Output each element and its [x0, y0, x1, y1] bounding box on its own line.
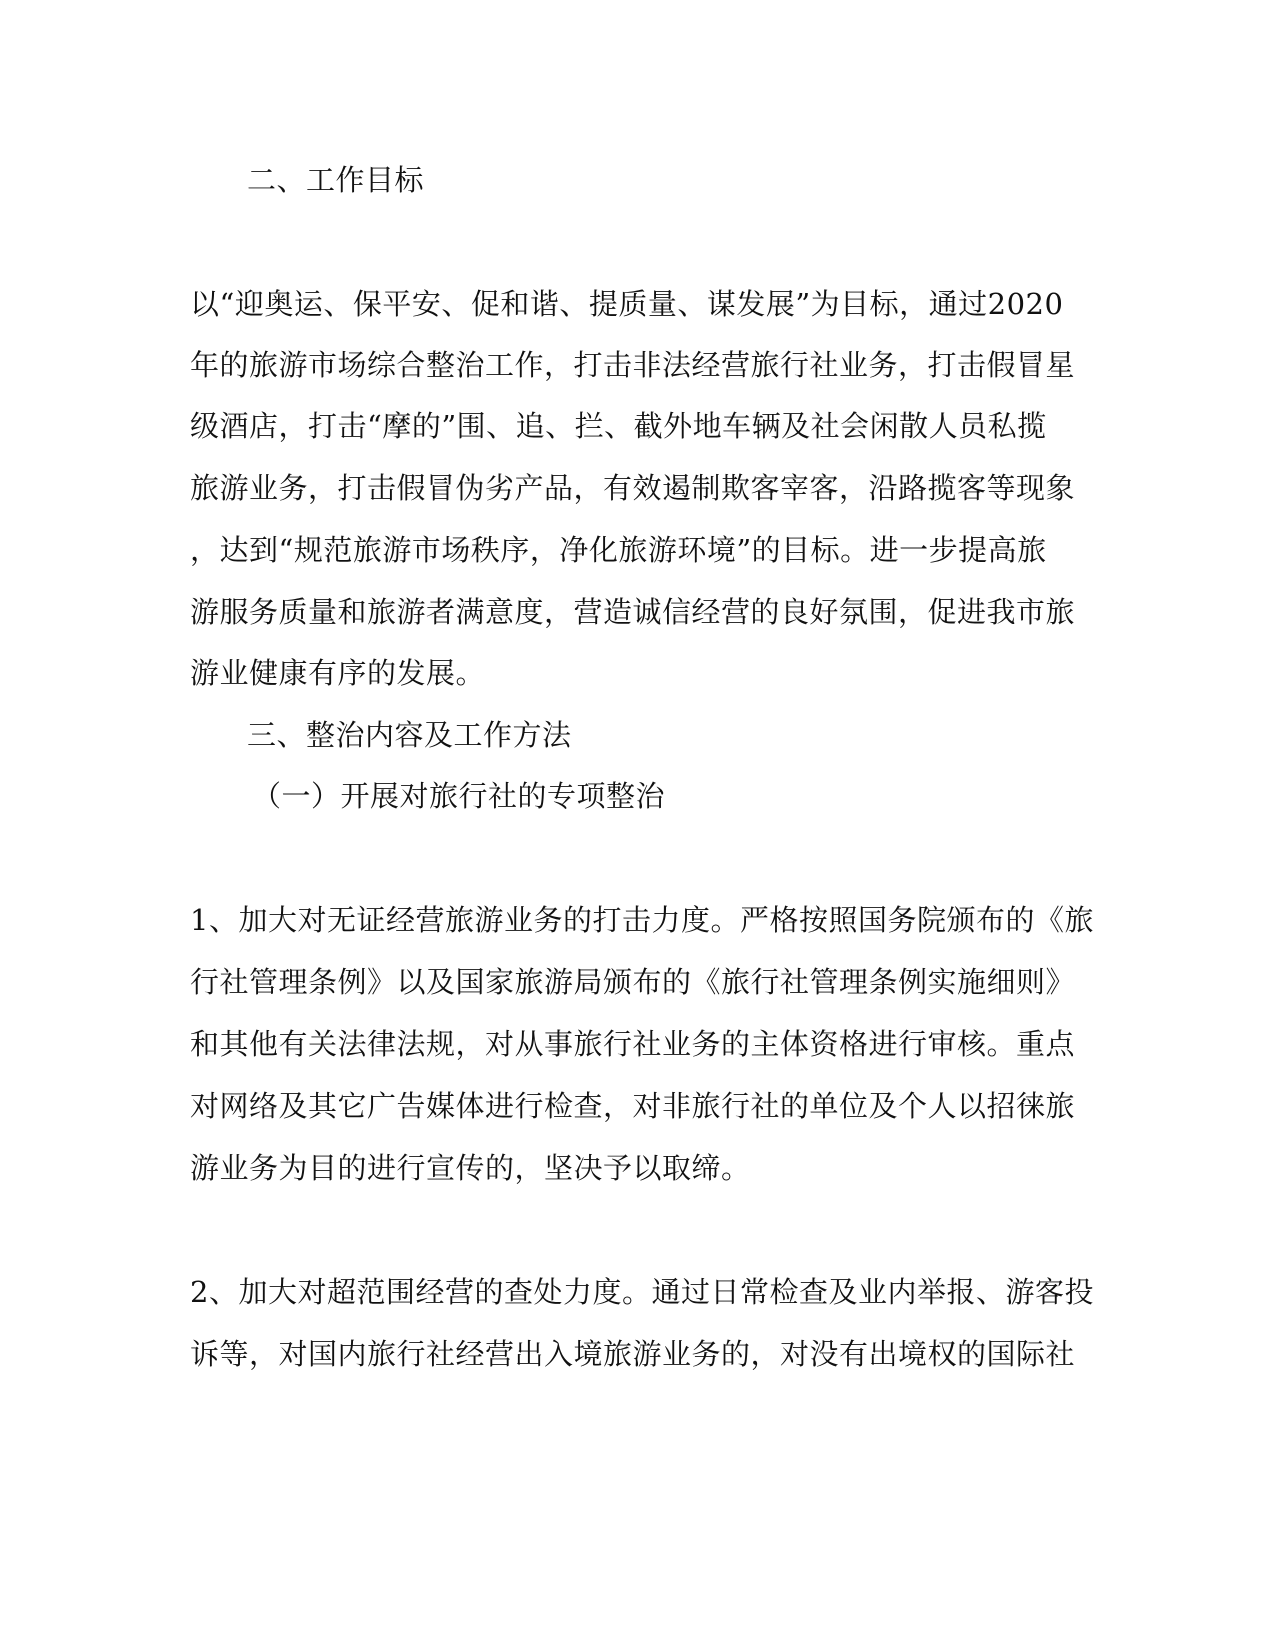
text-line: 游服务质量和旅游者满意度，营造诚信经营的良好氛围，促进我市旅	[190, 595, 1076, 629]
text-line: 行社管理条例》以及国家旅游局颁布的《旅行社管理条例实施细则》	[190, 965, 1076, 999]
text-line: 以“迎奥运、保平安、促和谐、提质量、谋发展”为目标，通过2020	[190, 287, 1064, 321]
text-line: 诉等，对国内旅行社经营出入境旅游业务的，对没有出境权的国际社	[190, 1337, 1076, 1371]
text-line: 级酒店，打击“摩的”围、追、拦、截外地车辆及社会闲散人员私揽	[190, 409, 1047, 443]
text-line: 2、加大对超范围经营的查处力度。通过日常检查及业内举报、游客投	[190, 1275, 1094, 1309]
subsection-heading-travel-agency: （一）开展对旅行社的专项整治	[252, 779, 666, 813]
text-line: 对网络及其它广告媒体进行检查，对非旅行社的单位及个人以招徕旅	[190, 1089, 1076, 1123]
text-line: 游业健康有序的发展。	[190, 656, 486, 690]
text-line: 旅游业务，打击假冒伪劣产品，有效遏制欺客宰客，沿路揽客等现象	[190, 471, 1076, 505]
text-line: 1、加大对无证经营旅游业务的打击力度。严格按照国务院颁布的《旅	[190, 903, 1094, 937]
section-heading-methods: 三、整治内容及工作方法	[247, 718, 572, 752]
text-line: 和其他有关法律法规，对从事旅行社业务的主体资格进行审核。重点	[190, 1027, 1076, 1061]
text-line: ，达到“规范旅游市场秩序，净化旅游环境”的目标。进一步提高旅	[190, 533, 1047, 567]
text-line: 年的旅游市场综合整治工作，打击非法经营旅行社业务，打击假冒星	[190, 348, 1076, 382]
section-heading-goals: 二、工作目标	[247, 163, 425, 197]
text-line: 游业务为目的进行宣传的，坚决予以取缔。	[190, 1151, 751, 1185]
